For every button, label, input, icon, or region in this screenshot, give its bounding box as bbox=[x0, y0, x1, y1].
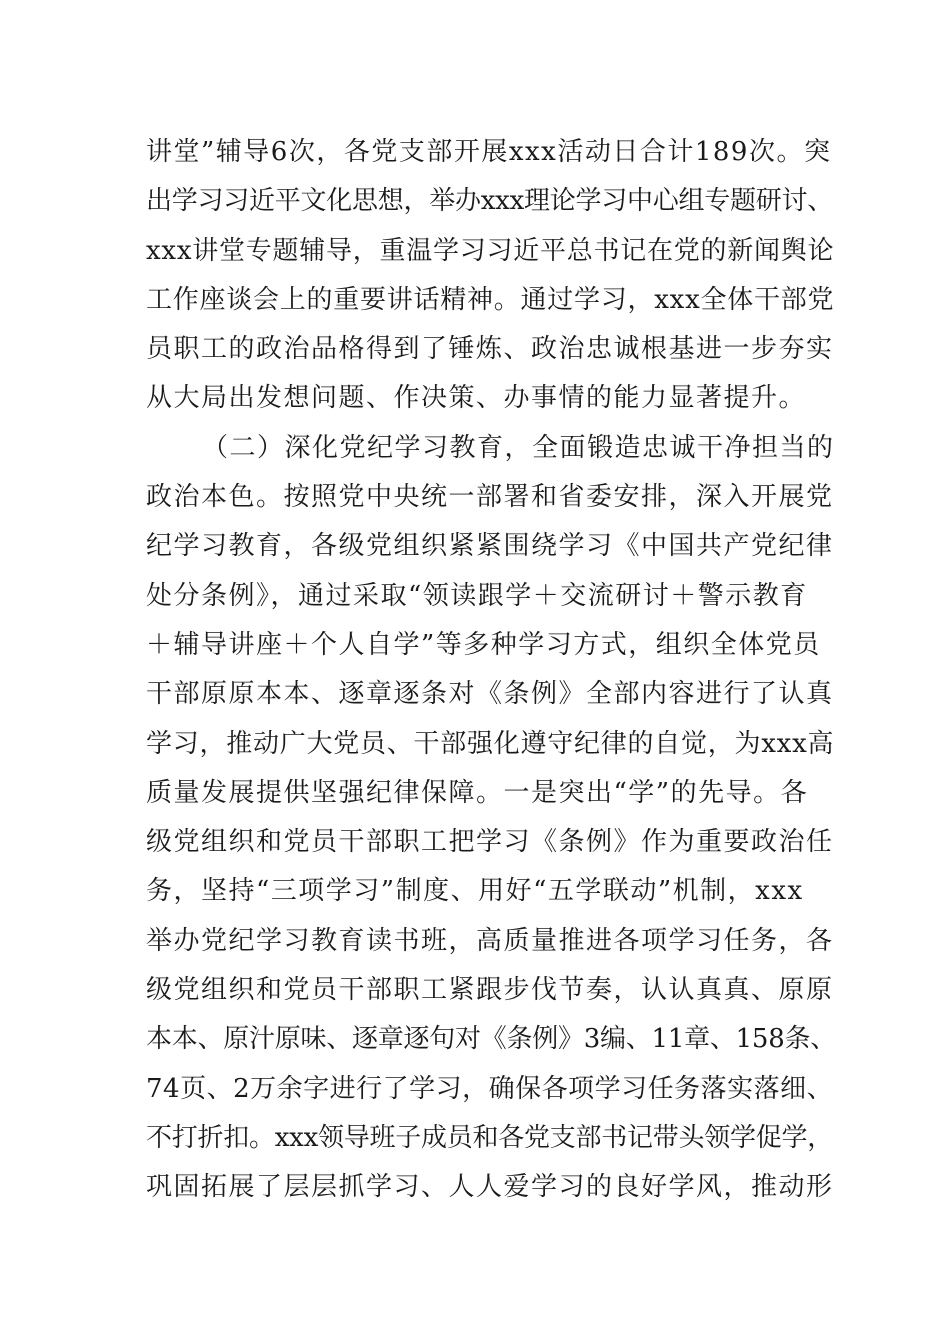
text-line: 干部原原本本、逐章逐条对《条例》全部内容进行了认真 bbox=[146, 679, 834, 710]
text-line: 质量发展提供坚强纪律保障。一是突出“学”的先导。各 bbox=[146, 777, 809, 808]
text-line: 务，坚持“三项学习”制度、用好“五学联动”机制，xxx bbox=[146, 876, 804, 907]
text-line: 纪学习教育，各级党组织紧紧围绕学习《中国共产党纪律 bbox=[146, 531, 834, 562]
text-line: 员职工的政治品格得到了锤炼、政治忠诚根基进一步夯实 bbox=[146, 334, 834, 365]
text-line: ＋辅导讲座＋个人自学”等多种学习方式，组织全体党员 bbox=[146, 629, 821, 660]
body-text bbox=[146, 128, 836, 1213]
text-line: 出学习习近平文化思想，举办xxx理论学习中心组专题研讨、 bbox=[146, 186, 833, 217]
text-line: 级党组织和党员干部职工紧跟步伐节奏，认认真真、原原 bbox=[146, 975, 834, 1006]
text-line: 讲堂”辅导6次，各党支部开展xxx活动日合计189次。突 bbox=[146, 137, 832, 167]
text-line: 学习，推动广大党员、干部强化遵守纪律的自觉，为xxx高 bbox=[146, 728, 835, 759]
text-line: 级党组织和党员干部职工把学习《条例》作为重要政治任 bbox=[146, 827, 834, 858]
section-heading-line: （二）深化党纪学习教育，全面锻造忠诚干净担当的 bbox=[202, 432, 835, 463]
text-line: 不打折扣。xxx领导班子成员和各党支部书记带头领学促学， bbox=[146, 1122, 833, 1153]
text-line: 举办党纪学习教育读书班，高质量推进各项学习任务，各 bbox=[146, 925, 834, 956]
text-line: 处分条例》，通过采取“领读跟学＋交流研讨＋警示教育 bbox=[146, 580, 808, 611]
text-line: 政治本色。按照党中央统一部署和省委安排，深入开展党 bbox=[146, 482, 834, 513]
text-line: xxx讲堂专题辅导，重温学习习近平总书记在党的新闻舆论 bbox=[146, 235, 835, 266]
text-line: 从大局出发想问题、作决策、办事情的能力显著提升。 bbox=[146, 383, 807, 414]
text-line: 工作座谈会上的重要讲话精神。通过学习，xxx全体干部党 bbox=[146, 284, 835, 315]
text-line: 本本、原汁原味、逐章逐句对《条例》3编、11章、158条、 bbox=[146, 1024, 837, 1055]
text-line: 74页、2万余字进行了学习，确保各项学习任务落实落细、 bbox=[146, 1073, 834, 1104]
text-line: 巩固拓展了层层抓学习、人人爱学习的良好学风，推动形 bbox=[146, 1172, 834, 1203]
